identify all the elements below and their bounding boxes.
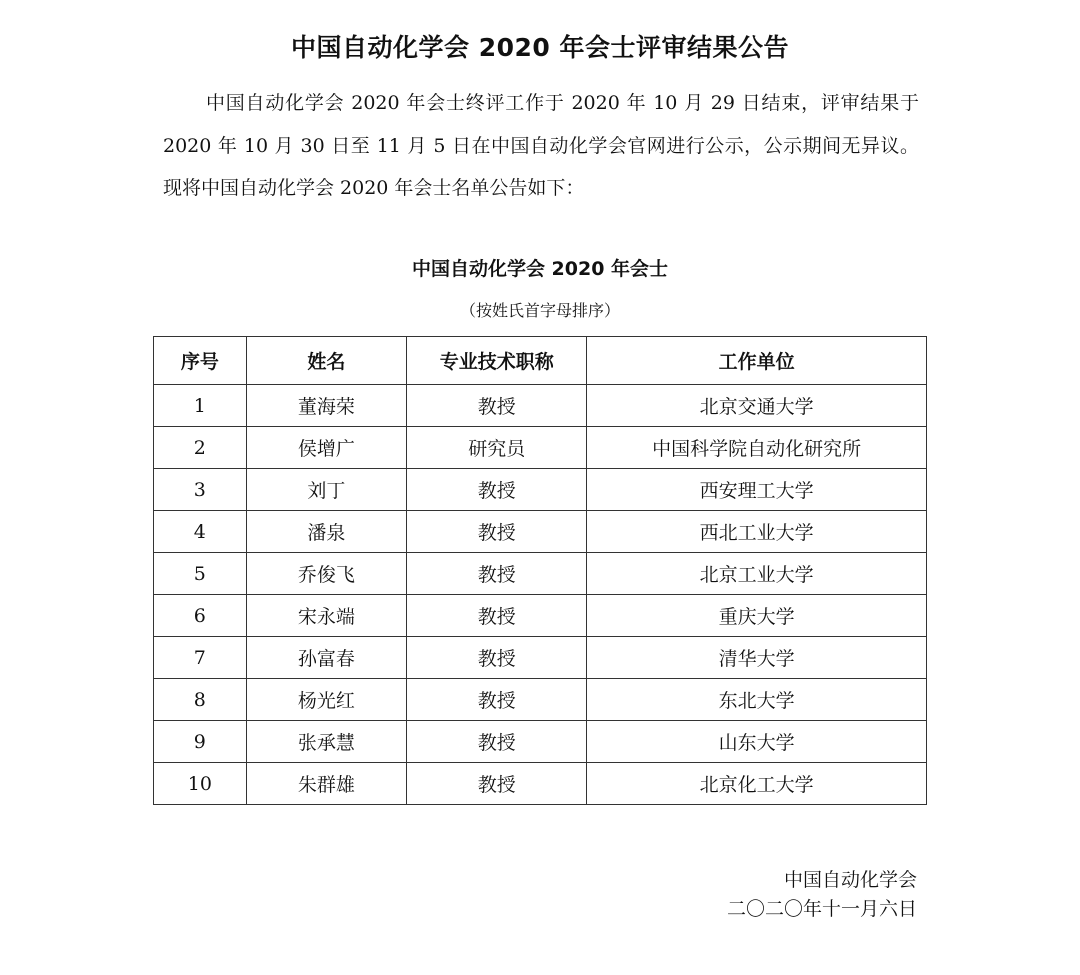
row-unit: 东北大学 [587,679,927,721]
row-name: 孙富春 [246,637,406,679]
table-title: 中国自动化学会 2020 年会士 [411,258,669,280]
table-row [154,637,927,679]
row-unit: 中国科学院自动化研究所 [587,427,927,469]
table-row [154,511,927,553]
row-number: 8 [154,679,247,721]
row-unit: 清华大学 [587,637,927,679]
row-number: 10 [154,763,247,805]
row-name: 乔俊飞 [246,553,406,595]
row-number: 5 [154,553,247,595]
table-row [154,763,927,805]
row-unit: 重庆大学 [587,595,927,637]
row-number: 1 [154,385,247,427]
signature-block [727,866,917,924]
column-header-number: 序号 [154,337,247,385]
table-subtitle: （按姓氏首字母排序） [459,301,620,320]
column-header-title: 专业技术职称 [407,337,587,385]
table-row [154,595,927,637]
row-name: 杨光红 [246,679,406,721]
table-row [154,469,927,511]
table-header-row [154,337,927,385]
table-row [154,385,927,427]
row-name: 宋永端 [246,595,406,637]
row-number: 3 [154,469,247,511]
row-unit: 北京工业大学 [587,553,927,595]
signature-organization: 中国自动化学会 [783,869,917,891]
row-number: 9 [154,721,247,763]
row-title: 研究员 [407,427,587,469]
row-name: 张承慧 [246,721,406,763]
row-number: 6 [154,595,247,637]
row-unit: 山东大学 [587,721,927,763]
row-title: 教授 [407,511,587,553]
fellows-table [153,336,927,805]
table-row [154,427,927,469]
row-name: 朱群雄 [246,763,406,805]
row-title: 教授 [407,763,587,805]
row-name: 潘泉 [246,511,406,553]
signature-date: 二〇二〇年十一月六日 [726,898,917,920]
row-unit: 西北工业大学 [587,511,927,553]
table-row [154,721,927,763]
page-title: 中国自动化学会 2020 年会士评审结果公告 [291,33,789,62]
row-title: 教授 [407,637,587,679]
row-title: 教授 [407,553,587,595]
row-name: 刘丁 [246,469,406,511]
column-header-unit: 工作单位 [587,337,927,385]
table-row [154,679,927,721]
row-name: 侯增广 [246,427,406,469]
row-title: 教授 [407,385,587,427]
row-number: 4 [154,511,247,553]
column-header-name: 姓名 [246,337,406,385]
row-title: 教授 [407,721,587,763]
row-unit: 北京交通大学 [587,385,927,427]
row-title: 教授 [407,469,587,511]
row-title: 教授 [407,679,587,721]
table-row [154,553,927,595]
row-unit: 西安理工大学 [587,469,927,511]
row-number: 2 [154,427,247,469]
row-number: 7 [154,637,247,679]
row-title: 教授 [407,595,587,637]
announcement-paragraph: 中国自动化学会 2020 年会士终评工作于 2020 年 10 月 29 日结束，评审结果于 2020 年 10 月 30 日至 11 月 5 日在中国自动化学会官网进行公示，公示期间无异议。现将中国自动化学会 2020 年会士名单公告如下： [163,92,919,199]
row-name: 董海荣 [246,385,406,427]
row-unit: 北京化工大学 [587,763,927,805]
